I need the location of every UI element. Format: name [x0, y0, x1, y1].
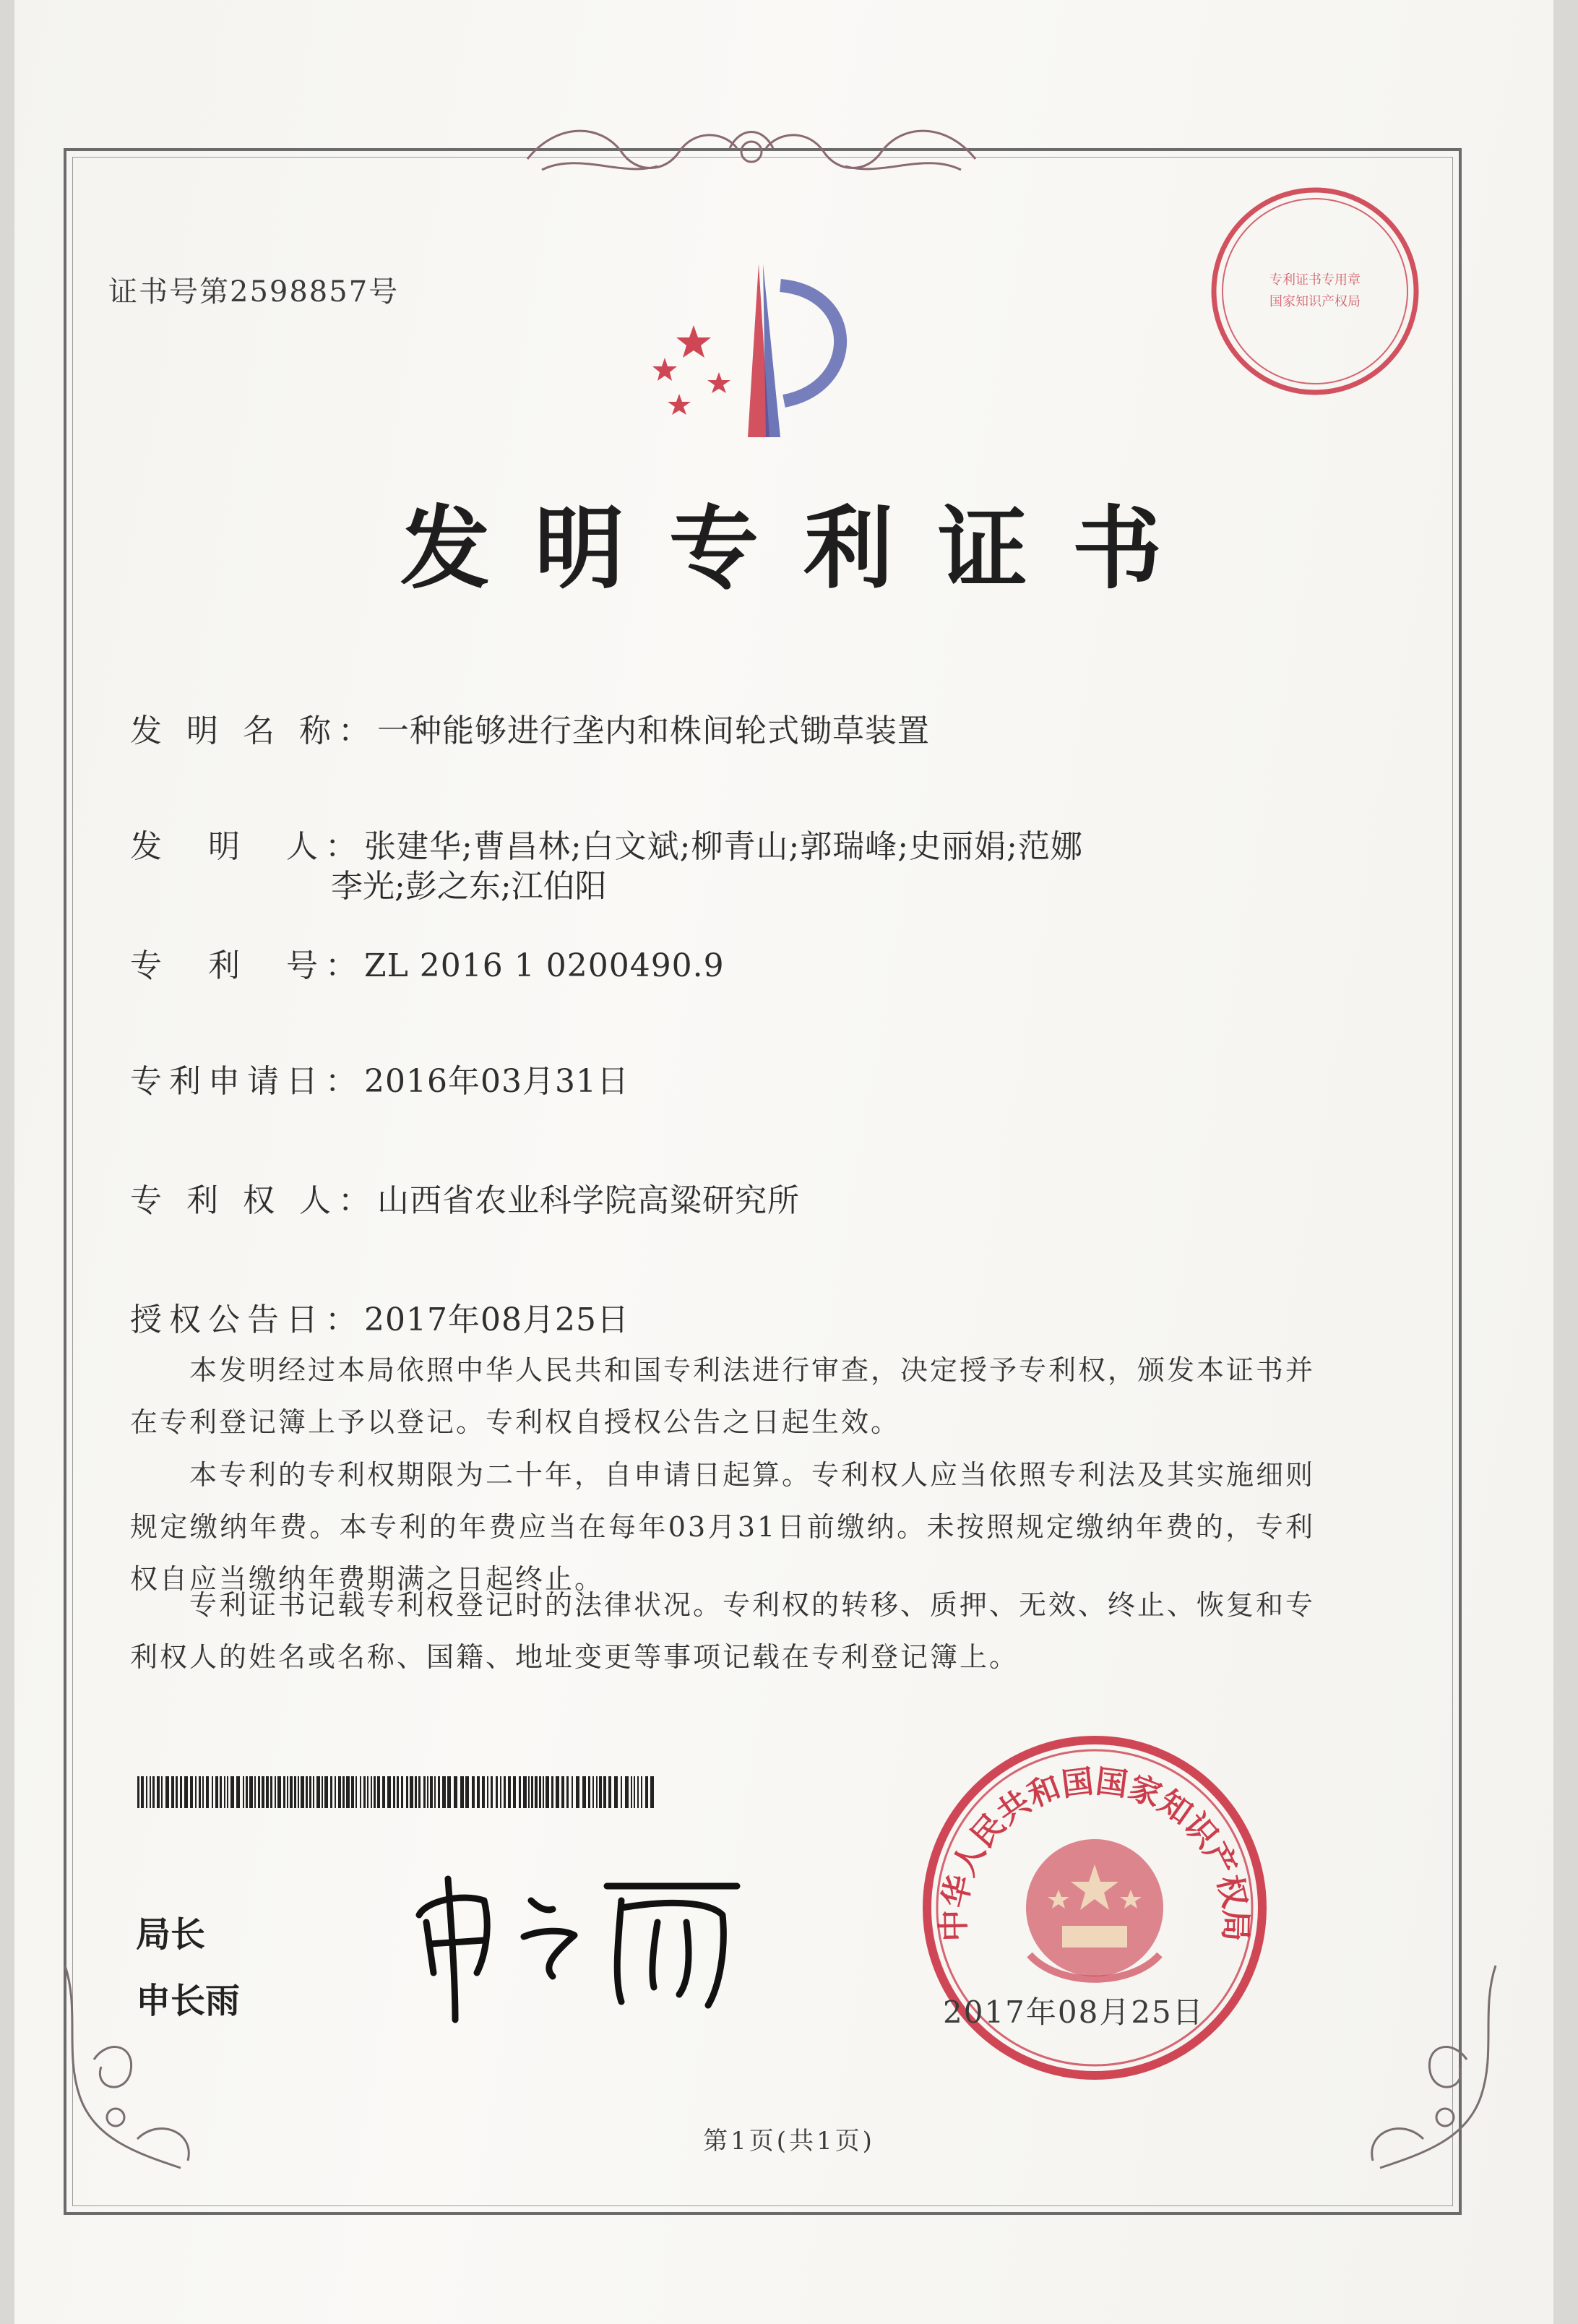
barcode	[137, 1776, 658, 1808]
barcode-bar	[576, 1776, 579, 1808]
barcode-bar	[410, 1776, 413, 1808]
barcode-bar	[195, 1776, 197, 1808]
barcode-bar	[360, 1776, 361, 1808]
barcode-bar	[298, 1776, 299, 1808]
patentee-label: 专 利 权 人：	[130, 1182, 377, 1219]
barcode-bar	[561, 1776, 564, 1808]
barcode-bar	[184, 1776, 188, 1808]
barcode-bar	[161, 1776, 163, 1808]
barcode-bar	[504, 1776, 506, 1808]
barcode-bar	[335, 1776, 336, 1808]
barcode-bar	[206, 1776, 209, 1808]
barcode-bar	[406, 1776, 408, 1808]
barcode-bar	[275, 1776, 276, 1808]
barcode-bar	[596, 1776, 598, 1808]
national-ip-office-seal	[914, 1727, 1275, 2088]
barcode-bar	[224, 1776, 225, 1808]
grant-date-value: 2017年08月25日	[364, 1301, 629, 1338]
grant-date-label: 授权公告日：	[130, 1301, 364, 1338]
barcode-bar	[487, 1776, 488, 1808]
barcode-bar	[519, 1776, 521, 1808]
patent-office-emblem	[621, 257, 881, 452]
barcode-bar	[262, 1776, 264, 1808]
invention-name-label: 发 明 名 称：	[130, 713, 377, 749]
bottom-right-ornament	[1322, 1951, 1510, 2197]
barcode-bar	[543, 1776, 544, 1808]
barcode-bar	[418, 1776, 421, 1808]
barcode-bar	[227, 1776, 228, 1808]
barcode-bar	[171, 1776, 174, 1808]
barcode-bar	[190, 1776, 193, 1808]
barcode-bar	[631, 1776, 632, 1808]
barcode-bar	[374, 1776, 376, 1808]
barcode-bar	[157, 1776, 160, 1808]
barcode-bar	[556, 1776, 559, 1808]
barcode-bar	[477, 1776, 480, 1808]
inventors-value-line1: 张建华;曹昌林;白文斌;柳青山;郭瑞峰;史丽娟;范娜	[364, 828, 1083, 865]
barcode-bar	[650, 1776, 654, 1808]
barcode-bar	[645, 1776, 648, 1808]
barcode-bar	[447, 1776, 451, 1808]
barcode-bar	[294, 1776, 296, 1808]
barcode-bar	[254, 1776, 256, 1808]
patent-number-label: 专 利 号：	[130, 947, 364, 984]
barcode-bar	[427, 1776, 428, 1808]
barcode-bar	[397, 1776, 399, 1808]
barcode-bar	[442, 1776, 446, 1808]
barcode-bar	[249, 1776, 253, 1808]
barcode-bar	[371, 1776, 372, 1808]
patentee-value: 山西省农业科学院高粱研究所	[376, 1182, 800, 1219]
barcode-bar	[377, 1776, 380, 1808]
legal-paragraph-1: 本发明经过本局依照中华人民共和国专利法进行审查，决定授予专利权，颁发本证书并在专利登记簿上予以登记。专利权自授权公告之日起生效。	[130, 1354, 1316, 1438]
director-name: 申长雨	[136, 1981, 241, 2021]
barcode-bar	[588, 1776, 590, 1808]
barcode-bar	[202, 1776, 204, 1808]
barcode-bar	[434, 1776, 436, 1808]
barcode-bar	[523, 1776, 527, 1808]
barcode-bar	[634, 1776, 635, 1808]
barcode-bar	[438, 1776, 440, 1808]
barcode-bar	[258, 1776, 260, 1808]
page-number: 第1页(共1页)	[703, 2127, 875, 2156]
barcode-bar	[230, 1776, 234, 1808]
barcode-bar	[355, 1776, 357, 1808]
barcode-bar	[572, 1776, 573, 1808]
barcode-bar	[387, 1776, 391, 1808]
barcode-bar	[641, 1776, 642, 1808]
barcode-bar	[266, 1776, 269, 1808]
invention-name-field	[130, 705, 930, 751]
barcode-bar	[342, 1776, 345, 1808]
barcode-bar	[270, 1776, 272, 1808]
barcode-bar	[165, 1776, 169, 1808]
filing-date-field	[130, 1055, 629, 1101]
barcode-bar	[393, 1776, 395, 1808]
barcode-bar	[324, 1776, 328, 1808]
barcode-bar	[150, 1776, 151, 1808]
barcode-bar	[351, 1776, 354, 1808]
barcode-bar	[625, 1776, 629, 1808]
barcode-bar	[531, 1776, 533, 1808]
barcode-bar	[287, 1776, 288, 1808]
barcode-bar	[137, 1776, 139, 1808]
inventors-label: 发 明 人：	[130, 828, 364, 865]
barcode-bar	[313, 1776, 314, 1808]
svg-text:专利证书专用章: 专利证书专用章	[1269, 272, 1361, 288]
barcode-bar	[614, 1776, 618, 1808]
barcode-bar	[212, 1776, 213, 1808]
legal-paragraph-3: 专利证书记载专利权登记时的法律状况。专利权的转移、质押、无效、终止、恢复和专利权人的姓名或名称、国籍、地址变更等事项记载在专利登记簿上。	[130, 1589, 1316, 1673]
barcode-bar	[603, 1776, 606, 1808]
barcode-bar	[141, 1776, 144, 1808]
patent-number-value: ZL 2016 1 0200490.9	[364, 947, 725, 984]
invention-name-value: 一种能够进行垄内和株间轮式锄草装置	[376, 713, 930, 749]
barcode-bar	[528, 1776, 530, 1808]
barcode-bar	[513, 1776, 516, 1808]
certificate-number: 证书号第2598857号	[108, 275, 400, 309]
barcode-bar	[599, 1776, 602, 1808]
barcode-bar	[423, 1776, 426, 1808]
barcode-bar	[508, 1776, 511, 1808]
barcode-bar	[546, 1776, 549, 1808]
barcode-bar	[330, 1776, 332, 1808]
barcode-bar	[338, 1776, 341, 1808]
barcode-bar	[277, 1776, 281, 1808]
barcode-bar	[430, 1776, 433, 1808]
barcode-bar	[566, 1776, 569, 1808]
top-ornament	[513, 108, 990, 188]
barcode-bar	[199, 1776, 201, 1808]
legal-paragraph-2: 本专利的专利权期限为二十年，自申请日起算。专利权人应当依照专利法及其实施细则规定缴纳年费。本专利的年费应当在每年03月31日前缴纳。未按照规定缴纳年费的，专利权自应当缴纳年费期满之日起终止。	[130, 1459, 1316, 1595]
barcode-bar	[180, 1776, 182, 1808]
grant-date-field	[130, 1294, 629, 1340]
barcode-bar	[301, 1776, 304, 1808]
barcode-bar	[306, 1776, 308, 1808]
barcode-bar	[454, 1776, 457, 1808]
barcode-bar	[592, 1776, 594, 1808]
patent-number-field	[130, 939, 725, 986]
barcode-bar	[482, 1776, 485, 1808]
seal-arc-text: 中华人民共和国国家知识产权局	[935, 1763, 1254, 1942]
barcode-bar	[220, 1776, 222, 1808]
barcode-bar	[382, 1776, 385, 1808]
barcode-bar	[176, 1776, 178, 1808]
barcode-bar	[460, 1776, 464, 1808]
barcode-bar	[491, 1776, 493, 1808]
barcode-bar	[415, 1776, 417, 1808]
barcode-bar	[637, 1776, 639, 1808]
svg-text:国家知识产权局: 国家知识产权局	[1269, 294, 1361, 309]
barcode-bar	[367, 1776, 368, 1808]
barcode-bar	[401, 1776, 403, 1808]
barcode-bar	[309, 1776, 311, 1808]
barcode-bar	[236, 1776, 240, 1808]
patent-certificate-seal	[1203, 179, 1427, 403]
barcode-bar	[535, 1776, 538, 1808]
barcode-bar	[500, 1776, 501, 1808]
barcode-bar	[322, 1776, 323, 1808]
barcode-bar	[472, 1776, 475, 1808]
barcode-bar	[243, 1776, 244, 1808]
filing-date-value: 2016年03月31日	[364, 1063, 629, 1100]
barcode-bar	[539, 1776, 541, 1808]
director-signature	[405, 1857, 751, 2031]
barcode-bar	[621, 1776, 622, 1808]
barcode-bar	[246, 1776, 248, 1808]
barcode-bar	[465, 1776, 469, 1808]
barcode-bar	[146, 1776, 147, 1808]
barcode-bar	[316, 1776, 320, 1808]
patentee-field	[130, 1174, 800, 1221]
barcode-bar	[608, 1776, 611, 1808]
barcode-bar	[551, 1776, 553, 1808]
barcode-bar	[283, 1776, 285, 1808]
certificate-title: 发明专利证书	[400, 496, 1207, 601]
barcode-bar	[363, 1776, 366, 1808]
seal-date: 2017年08月25日	[943, 1994, 1204, 2030]
barcode-bar	[582, 1776, 586, 1808]
director-title: 局长	[136, 1914, 206, 1955]
barcode-bar	[152, 1776, 155, 1808]
barcode-bar	[346, 1776, 350, 1808]
barcode-bar	[496, 1776, 498, 1808]
barcode-bar	[215, 1776, 218, 1808]
barcode-bar	[290, 1776, 293, 1808]
filing-date-label: 专利申请日：	[130, 1063, 364, 1100]
inventors-value-line2: 李光;彭之东;江伯阳	[331, 868, 607, 905]
